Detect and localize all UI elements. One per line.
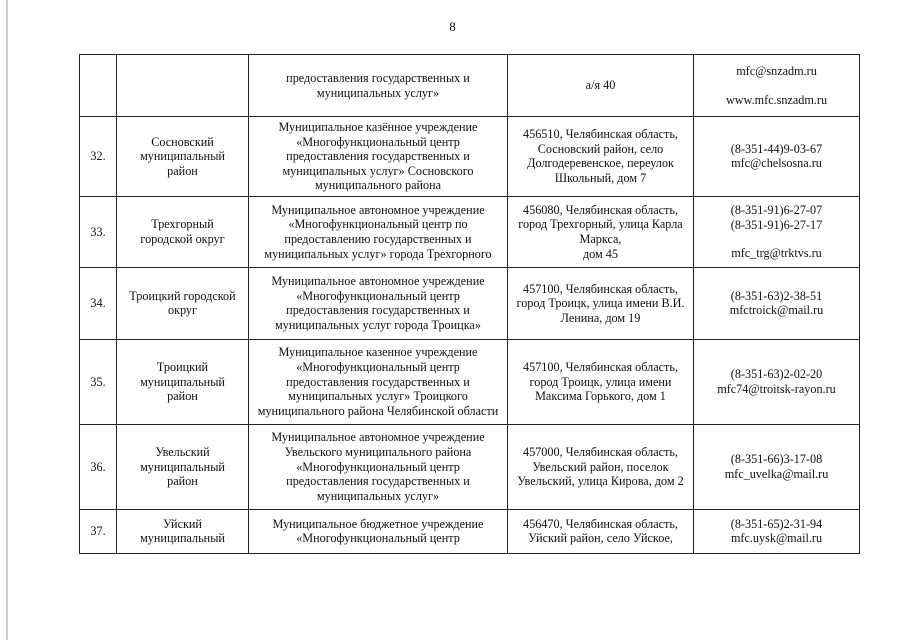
phone-text: (8-351-63)2-38-51	[730, 288, 823, 303]
row-number: 32.	[80, 117, 117, 197]
territory-cell	[117, 55, 249, 117]
address-text: 456080, Челябинская область, город Трехгорный, улица Карла Маркса, дом 45	[518, 202, 683, 261]
address-text: 456470, Челябинская область, Уйский район, село Уйское,	[523, 516, 678, 546]
organization-name: Муниципальное автономное учреждение «Многофункциональный центр предоставления государственных и муниципальных услуг города Троицка»	[271, 274, 485, 333]
organization-name: Муниципальное бюджетное учреждение «Многофункциональный центр	[272, 516, 484, 546]
email-text: mfc@chelsosna.ru	[731, 156, 822, 171]
organization-text: предоставления государственных и муниципальных услуг»	[286, 70, 470, 100]
address-text: 457000, Челябинская область, Увельский район, поселок Увельский, улица Кирова, дом 2	[517, 445, 684, 489]
table-row	[80, 196, 860, 267]
website-text: www.mfc.snzadm.ru	[725, 92, 828, 107]
territory-name: Увельский муниципальный район	[140, 445, 225, 489]
row-number: 37.	[80, 509, 117, 553]
organization-cell	[249, 55, 508, 117]
email-text: mfc_trg@trktvs.ru	[731, 246, 822, 261]
row-number-cell	[80, 55, 117, 117]
territory-name: Троицкий муниципальный район	[140, 360, 225, 404]
address-cell	[508, 55, 694, 117]
contacts-cell	[694, 55, 860, 117]
territory-name: Сосновский муниципальный район	[140, 134, 225, 178]
table-row	[80, 267, 860, 339]
organization-name: Муниципальное казенное учреждение «Многофункциональный центр предоставления государственных и муниципальных услуг» Троицкого муниципального района Челябинской области	[257, 345, 499, 418]
email-text: mfc74@troitsk-rayon.ru	[717, 381, 836, 396]
row-number: 33.	[80, 196, 117, 267]
page-number: 8	[449, 19, 456, 34]
table-row-continuation	[80, 55, 860, 117]
email-text: mfc_uvelka@mail.ru	[724, 466, 829, 481]
territory-name: Трехгорный городской округ	[140, 217, 225, 246]
phone-text: (8-351-63)2-02-20	[730, 367, 823, 382]
address-text: 457100, Челябинская область, город Троицк, улица имени В.И. Ленина, дом 19	[516, 281, 685, 325]
row-number: 36.	[80, 424, 117, 509]
row-number: 34.	[80, 267, 117, 339]
address-text: 456510, Челябинская область, Сосновский район, село Долгодеревенское, переулок Школьный, дом 7	[523, 127, 678, 186]
table-row	[80, 509, 860, 553]
phone-text: (8-351-66)3-17-08	[730, 452, 823, 467]
row-number: 35.	[80, 339, 117, 424]
organization-name: Муниципальное казённое учреждение «Многофункциональный центр предоставления государственных и муниципальных услуг» Сосновского муниципального района	[278, 120, 478, 193]
territory-name: Троицкий городской округ	[129, 288, 236, 318]
phone-text: (8-351-44)9-03-67	[730, 141, 823, 156]
territory-name: Уйский муниципальный	[140, 516, 225, 546]
email-text: mfctroick@mail.ru	[729, 303, 824, 318]
table-row	[80, 339, 860, 424]
organization-name: Муниципальное автономное учреждение Увельского муниципального района «Многофункциональный центр предоставления государственных и муниципальных услуг»	[271, 430, 485, 503]
email-text: mfc@snzadm.ru	[736, 63, 817, 78]
phone-text: (8-351-91)6-27-07 (8-351-91)6-27-17	[730, 203, 823, 232]
address-text: а/я 40	[585, 78, 616, 93]
address-text: 457100, Челябинская область, город Троицк, улица имени Максима Горького, дом 1	[523, 360, 678, 404]
page-edge-line	[6, 0, 8, 640]
organization-name: Муниципальное автономное учреждение «Многофункциональный центр по предоставлению государственных и муниципальных услуг» города Трехгорного	[264, 202, 492, 261]
table-row	[80, 424, 860, 509]
table-row	[80, 117, 860, 197]
mfc-registry-table	[79, 54, 860, 554]
email-text: mfc.uysk@mail.ru	[730, 531, 823, 546]
phone-text: (8-351-65)2-31-94	[730, 516, 823, 531]
